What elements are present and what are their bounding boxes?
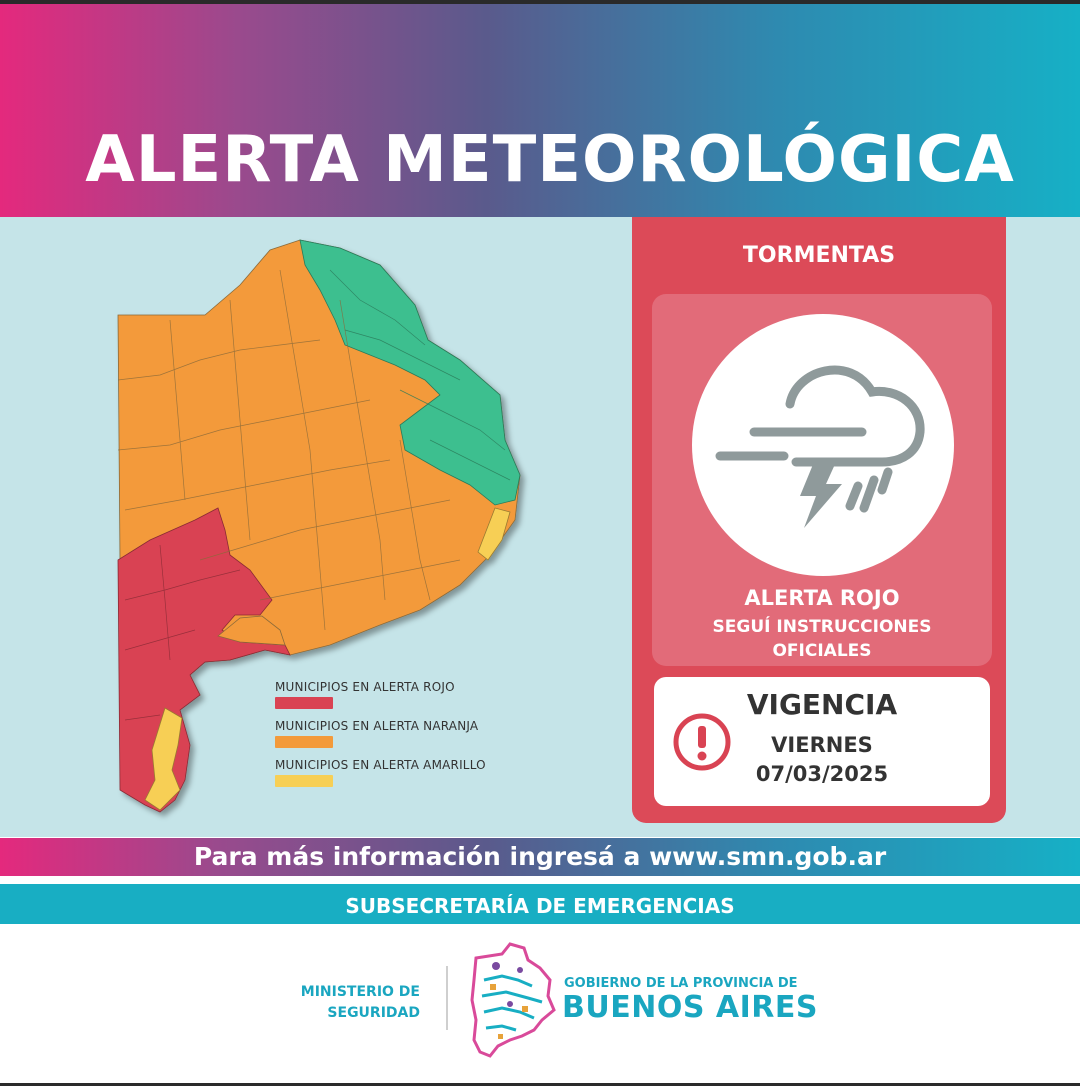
vigencia-title: VIGENCIA <box>746 688 898 721</box>
legend-item-yellow <box>275 758 535 797</box>
alert-instructions-line2: OFICIALES <box>772 641 872 661</box>
map-legend <box>275 680 535 797</box>
gobierno-line2: BUENOS AIRES <box>562 990 818 1025</box>
alert-type-title: TORMENTAS <box>742 243 896 268</box>
ministerio-line1: MINISTERIO DE <box>300 984 420 1000</box>
vigencia-day: VIERNES <box>771 733 873 757</box>
gobierno-line1: GOBIERNO DE LA PROVINCIA DE <box>564 976 798 991</box>
footer-divider <box>446 966 448 1030</box>
page-title: ALERTA METEOROLÓGICA <box>85 123 1015 197</box>
legend-label: MUNICIPIOS EN ALERTA NARANJA <box>275 719 479 733</box>
legend-item-red <box>275 680 535 719</box>
legend-swatch-orange <box>275 736 333 748</box>
legend-label: MUNICIPIOS EN ALERTA ROJO <box>275 680 455 694</box>
ministerio-label <box>270 982 420 1024</box>
alert-instructions-line1: SEGUÍ INSTRUCCIONES <box>712 617 932 637</box>
storm-cloud-icon <box>692 314 954 576</box>
subsecretaria-text: SUBSECRETARÍA DE EMERGENCIAS <box>345 894 735 918</box>
bar-gap <box>0 876 1080 884</box>
info-text: Para más información ingresá a www.smn.gob.ar <box>193 842 887 871</box>
legend-label: MUNICIPIOS EN ALERTA AMARILLO <box>275 758 486 772</box>
alert-level: ALERTA ROJO <box>744 586 900 610</box>
exclamation-circle-icon <box>672 712 732 772</box>
vigencia-date: 07/03/2025 <box>755 762 889 786</box>
buenos-aires-logo-icon <box>462 940 558 1058</box>
ministerio-line2: SEGURIDAD <box>327 1005 420 1021</box>
legend-swatch-red <box>275 697 333 709</box>
legend-item-orange <box>275 719 535 758</box>
alert-instructions <box>652 615 992 663</box>
legend-swatch-yellow <box>275 775 333 787</box>
